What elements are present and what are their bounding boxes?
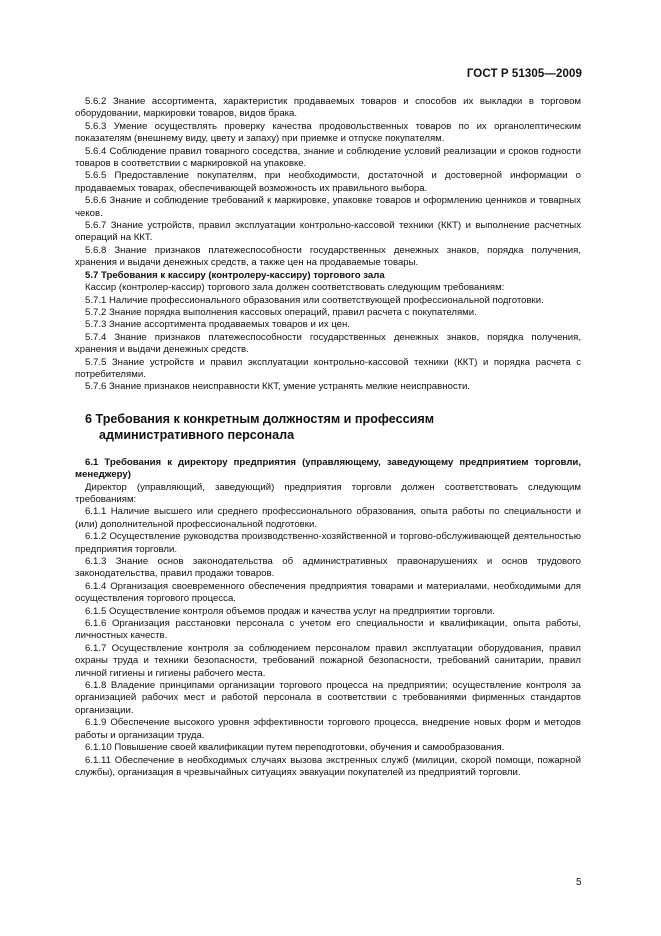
subsection-5-7-heading: 5.7 Требования к кассиру (контролеру-кассиру) торгового зала [85, 269, 385, 281]
paragraph-5-6-5: 5.6.5 Предоставление покупателям, при необходимости, достаточной и достоверной информации о продаваемых товарах, обеспечивающей возможность их правильного выбора. [75, 170, 581, 194]
document-header: ГОСТ Р 51305—2009 [466, 68, 582, 80]
paragraph-6-1-10: 6.1.10 Повышение своей квалификации путем переподготовки, обучения и самообразования. [85, 742, 505, 754]
paragraph-5-6-6: 5.6.6 Знание и соблюдение требований к маркировке, упаковке товаров и оформлению ценников и товарных чеков. [75, 195, 581, 219]
paragraph-5-6-4: 5.6.4 Соблюдение правил товарного соседства, знание и соблюдение условий реализации и сроков годности товаров в соответствии с маркировкой на упаковке. [75, 145, 581, 170]
section-6-title [75, 411, 581, 443]
page-number: 5 [576, 877, 582, 888]
paragraph-6-1-8: 6.1.8 Владение принципами организации торгового процесса на предприятии; осуществление контроля за организацией рабочих мест и работой персонала в соответствии с требованиями фирменных стандартов организации. [75, 680, 581, 716]
paragraph-6-1-1: 6.1.1 Наличие высшего или среднего профессионального образования, опыта работы по специальности и (или) дополнительной профессиональной подготовки. [75, 506, 581, 530]
paragraph-6-1-5: 6.1.5 Осуществление контроля объемов продаж и качества услуг на предприятии торговли. [85, 605, 495, 617]
document-body [75, 96, 581, 779]
paragraph-5-7-1: 5.7.1 Наличие профессионального образования или соответствующей профессиональной подготовки. [85, 294, 544, 306]
paragraph-6-1-7: 6.1.7 Осуществление контроля за соблюдением персоналом правил эксплуатации оборудования, правил охраны труда и техники безопасности, требований пожарной безопасности, требований санитарии, правил личной гигиены и гигиены рабочего места. [75, 642, 581, 679]
section-6-title-line1: 6 Требования к конкретным должностям и профессиям [85, 411, 435, 426]
paragraph-5-7-5: 5.7.5 Знание устройств и правил эксплуатации контрольно-кассовой техники (ККТ) и порядка расчета с потребителями. [75, 356, 581, 380]
paragraph-5-6-2: 5.6.2 Знание ассортимента, характеристик продаваемых товаров и способов их выкладки в торговом оборудовании, маркировки товаров, видов брака. [75, 96, 581, 120]
paragraph-5-6-8: 5.6.8 Знание признаков платежеспособности государственных денежных знаков, порядка получения, хранения и выдачи денежных средств, а также цен на продаваемые товары. [75, 244, 581, 269]
paragraph-6-1-3: 6.1.3 Знание основ законодательства об административных правонарушениях и основ трудового законодательства, правил продажи товаров. [75, 556, 581, 580]
paragraph-5-7-2: 5.7.2 Знание порядка выполнения кассовых операций, правил расчета с покупателями. [85, 306, 477, 318]
paragraph-5-6-7: 5.6.7 Знание устройств, правил эксплуатации контрольно-кассовой техники (ККТ) и выполнение расчетных операций на ККТ. [75, 220, 581, 244]
paragraph-5-7-6: 5.7.6 Знание признаков неисправности ККТ, умение устранять мелкие неисправности. [85, 381, 471, 393]
paragraph-6-1-6: 6.1.6 Организация расстановки персонала с учетом его специальности и квалификации, опыта работы, личностных качеств. [75, 618, 581, 642]
subsection-6-1-heading: 6.1 Требования к директору предприятия (управляющему, заведующему предприятием торговли, менеджеру) [75, 456, 581, 481]
section-6-title-line2: административного персонала [99, 427, 295, 442]
paragraph-5-6-3: 5.6.3 Умение осуществлять проверку качества продовольственных товаров по их органолептическим показателям (внешнему виду, цвету и запаху) при приемке и отпуске покупателям. [75, 120, 581, 145]
paragraph-5-7-4: 5.7.4 Знание признаков платежеспособности государственных денежных знаков, порядка получения, хранения и выдачи денежных средств. [75, 331, 581, 356]
subsection-5-7-intro: Кассир (контролер-кассир) торгового зала должен соответствовать следующим требованиям: [85, 282, 505, 294]
paragraph-6-1-4: 6.1.4 Организация своевременного обеспечения предприятия товарами и материалами, необходимыми для осуществления торгового процесса. [75, 580, 581, 605]
paragraph-6-1-11: 6.1.11 Обеспечение в необходимых случаях вызова экстренных служб (милиции, скорой помощи, пожарной службы), организация в чрезвычайных ситуациях эвакуации покупателей из предприятий торговли. [75, 754, 581, 778]
paragraph-6-1-2: 6.1.2 Осуществление руководства производственно-хозяйственной и торгово-обслуживающей деятельностью предприятия торговли. [75, 531, 581, 555]
paragraph-5-7-3: 5.7.3 Знание ассортимента продаваемых товаров и их цен. [85, 319, 350, 331]
paragraph-6-1-9: 6.1.9 Обеспечение высокого уровня эффективности торгового процесса, внедрение новых форм и методов работы и организации труда. [75, 717, 581, 741]
subsection-6-1-intro: Директор (управляющий, заведующий) предприятия торговли должен соответствовать следующим требованиям: [75, 481, 581, 505]
